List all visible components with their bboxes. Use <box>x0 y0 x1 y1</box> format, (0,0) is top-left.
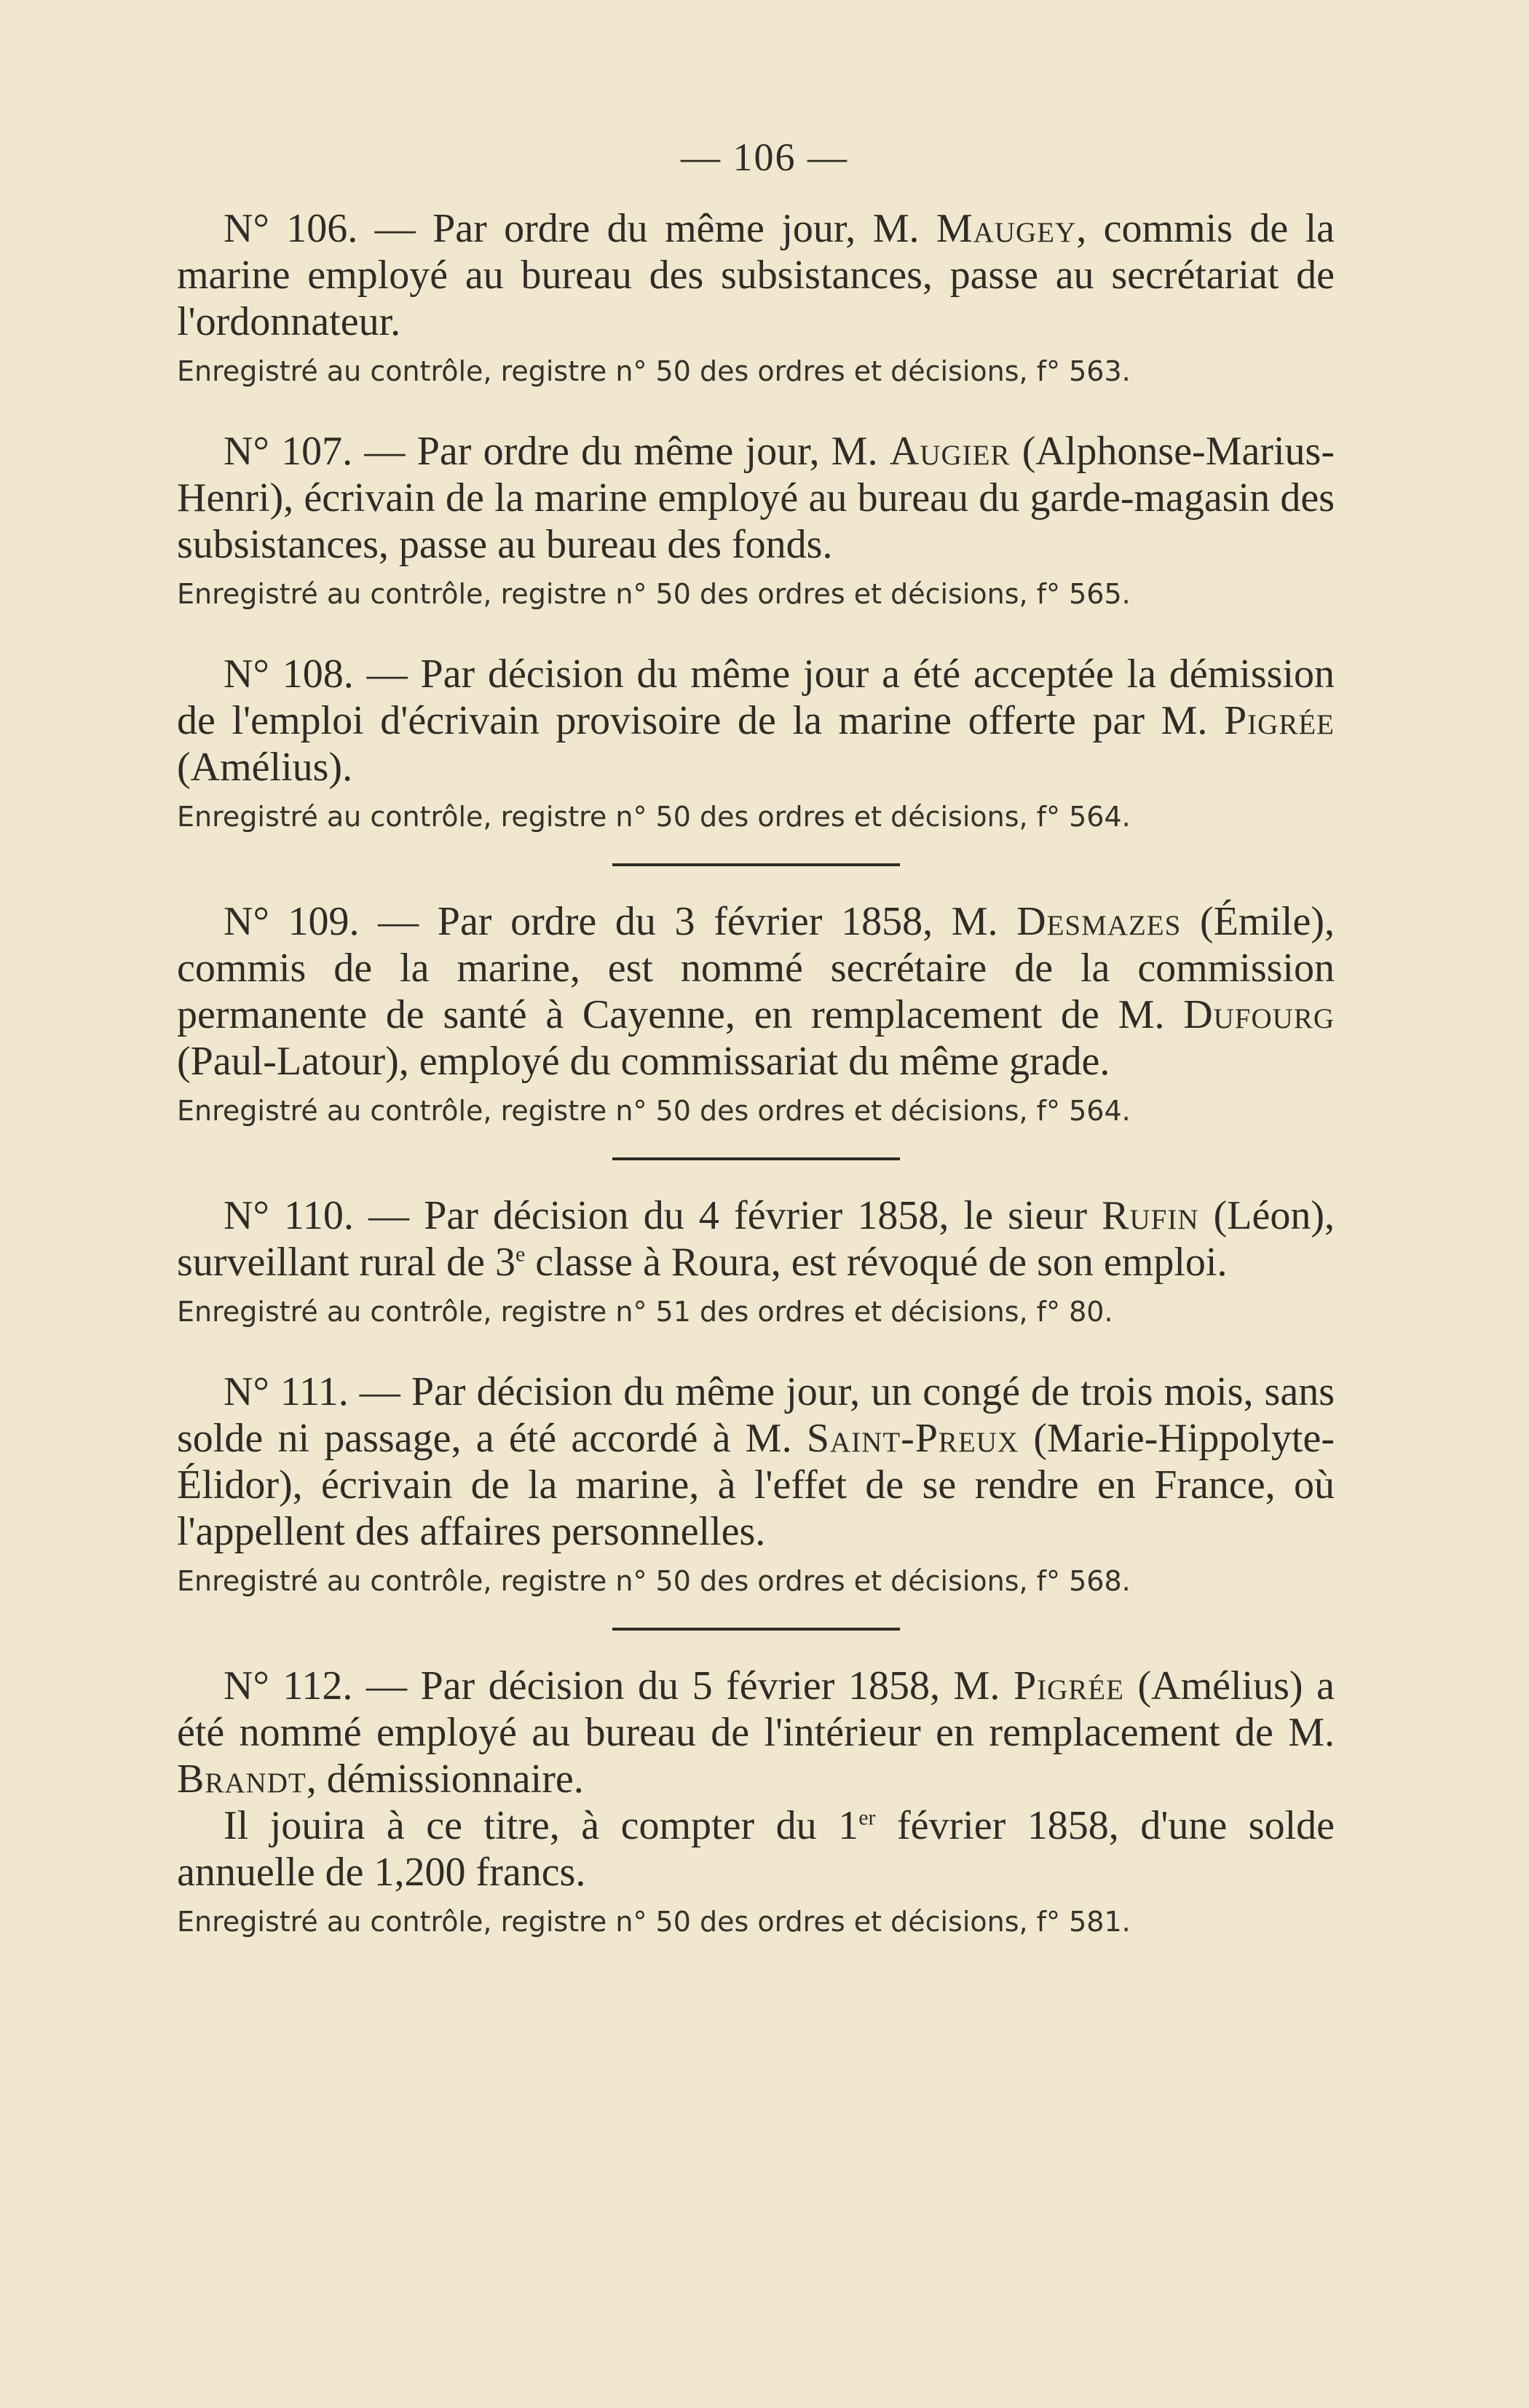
entry-number: N° 111. <box>224 1369 349 1414</box>
entry-number: N° 109. <box>224 899 360 944</box>
person-name: Maugey <box>936 206 1077 251</box>
entry-text <box>177 1663 1335 1802</box>
spacer <box>177 613 1335 651</box>
entry-110 <box>177 1192 1335 1331</box>
person-name: Rufin <box>1102 1193 1199 1238</box>
person-name: Saint-Preux <box>806 1416 1019 1461</box>
entry-108 <box>177 651 1335 836</box>
person-name: Pigrée <box>1013 1663 1124 1708</box>
entry-text-part: , commis de la marine employé au bureau des subsistances, passe au secrétariat de l'ordonnateur. <box>177 206 1335 344</box>
entry-text-part: — Par décision du même jour a été acceptée la démission de l'emploi d'écrivain provisoire de la marine offerte par M. <box>177 651 1335 743</box>
entry-text-part: — Par décision du 4 février 1858, le sieur <box>353 1193 1102 1238</box>
superscript: e <box>515 1242 526 1267</box>
registration-note: Enregistré au contrôle, registre n° 51 des ordres et décisions, f° 80. <box>177 1296 1113 1328</box>
entry-text-part: classe à Roura, est révoqué de son emploi. <box>525 1240 1228 1285</box>
person-name: Pigrée <box>1224 698 1335 743</box>
entry-text-part: , démissionnaire. <box>306 1757 584 1802</box>
entries-list <box>177 205 1335 1941</box>
entry-text-part: (Léon), surveillant rural de 3 <box>177 1193 1335 1285</box>
entry-number: N° 107. <box>224 429 353 474</box>
entry-number: N° 108. <box>224 651 354 697</box>
superscript: er <box>858 1805 876 1830</box>
person-name: Dufourg <box>1183 992 1335 1037</box>
registration-note: Enregistré au contrôle, registre n° 50 des ordres et décisions, f° 568. <box>177 1565 1131 1597</box>
registration-note: Enregistré au contrôle, registre n° 50 des ordres et décisions, f° 564. <box>177 801 1131 833</box>
entry-text-continued <box>177 1802 1335 1896</box>
entry-text-part: février 1858, d'une solde annuelle de 1,200 francs. <box>177 1803 1335 1895</box>
registration-note: Enregistré au contrôle, registre n° 50 des ordres et décisions, f° 565. <box>177 578 1131 610</box>
spacer <box>177 390 1335 428</box>
entry-111 <box>177 1369 1335 1600</box>
person-name: Augier <box>889 429 1011 474</box>
person-name: Brandt <box>177 1757 307 1802</box>
entry-text <box>177 1192 1335 1286</box>
entry-106 <box>177 205 1335 390</box>
page-number: — 106 — <box>681 135 848 179</box>
registration-note: Enregistré au contrôle, registre n° 50 des ordres et décisions, f° 563. <box>177 355 1131 387</box>
entry-number: N° 110. <box>224 1193 354 1238</box>
entry-text-part: (Amélius). <box>177 745 353 790</box>
entry-text-part: — Par ordre du même jour, M. <box>357 206 936 251</box>
section-divider <box>612 863 900 866</box>
entry-text-part: (Alphonse-Marius-Henri), écrivain de la marine employé au bureau du garde-magasin des subsistances, passe au bureau des fonds. <box>177 429 1335 567</box>
entry-text-part: — Par décision du même jour, un congé de trois mois, sans solde ni passage, a été accordé à M. <box>177 1369 1335 1461</box>
entry-text-part: — Par ordre du 3 février 1858, M. <box>359 899 1017 944</box>
section-divider <box>612 1628 900 1631</box>
entry-number: N° 106. <box>224 206 358 251</box>
entry-text-part: (Émile), commis de la marine, est nommé secrétaire de la commission permanente de santé à Cayenne, en remplacement de M. <box>177 899 1335 1037</box>
entry-text-part: (Paul-Latour), employé du commissariat du même grade. <box>177 1039 1110 1084</box>
entry-text-part: — Par ordre du même jour, M. <box>352 429 890 474</box>
entry-text <box>177 651 1335 791</box>
entry-text-part: — Par décision du 5 février 1858, M. <box>352 1663 1014 1708</box>
spacer <box>177 1331 1335 1369</box>
registration-note: Enregistré au contrôle, registre n° 50 des ordres et décisions, f° 564. <box>177 1095 1131 1127</box>
entry-text <box>177 898 1335 1085</box>
entry-text <box>177 1369 1335 1555</box>
person-name: Desmazes <box>1016 899 1182 944</box>
entry-112 <box>177 1663 1335 1941</box>
entry-text-part: (Amélius) a été nommé employé au bureau de l'intérieur en remplacement de M. <box>177 1663 1335 1755</box>
entry-text-part: Il jouira à ce titre, à compter du 1 <box>224 1803 859 1848</box>
entry-text <box>177 428 1335 568</box>
registration-note: Enregistré au contrôle, registre n° 50 des ordres et décisions, f° 581. <box>177 1906 1131 1938</box>
entry-text-part: (Marie-Hippolyte-Élidor), écrivain de la marine, à l'effet de se rendre en France, où l'appellent des affaires personnelles. <box>177 1416 1335 1554</box>
entry-number: N° 112. <box>224 1663 353 1708</box>
entry-109 <box>177 898 1335 1130</box>
entry-107 <box>177 428 1335 613</box>
section-divider <box>612 1157 900 1160</box>
entry-text <box>177 205 1335 345</box>
